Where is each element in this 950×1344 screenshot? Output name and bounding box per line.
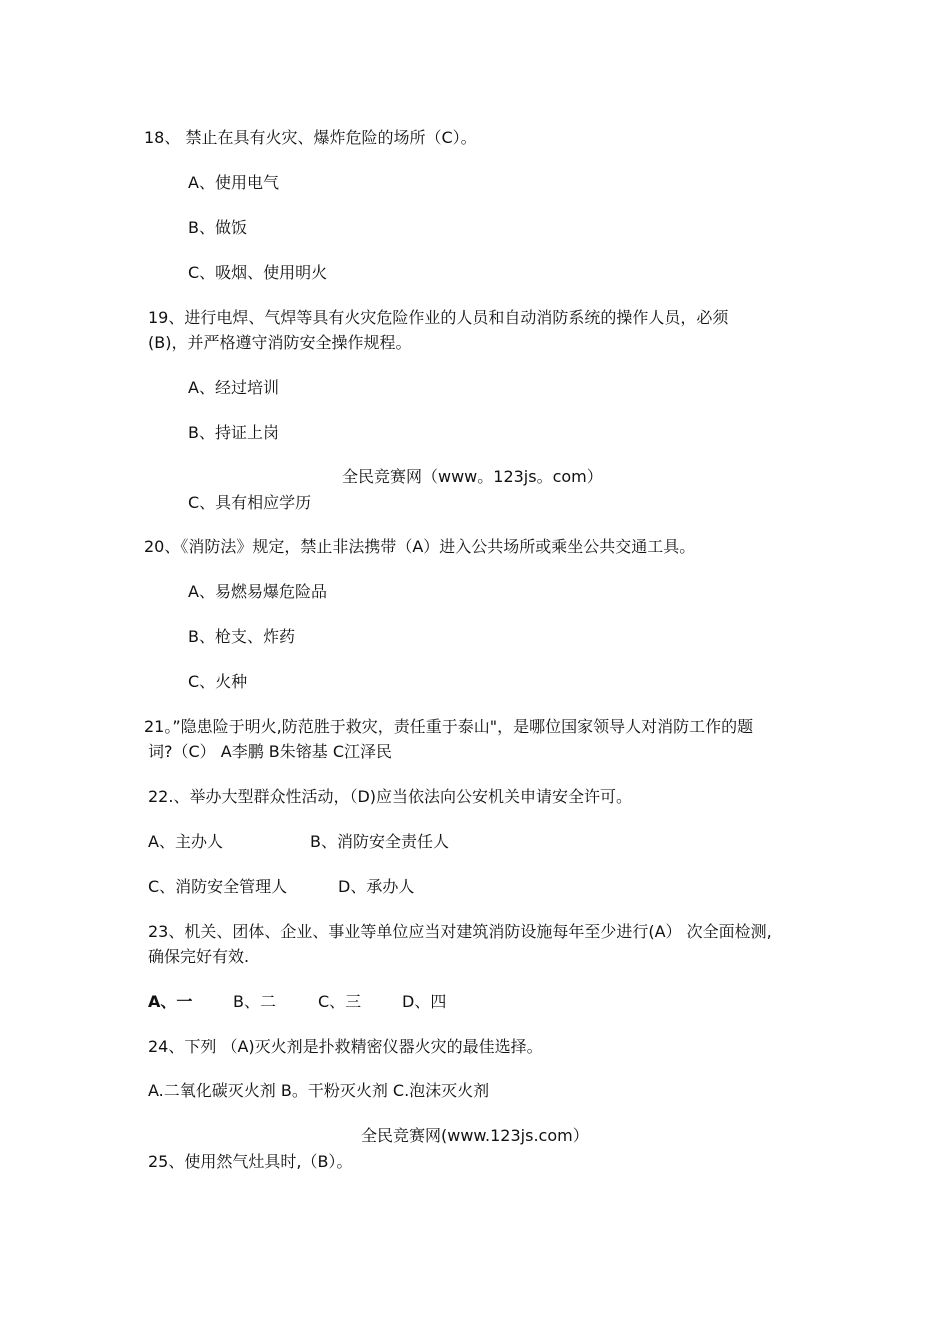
q21-stem-line1: 21。”隐患险于明火,防范胜于救灾，责任重于泰山"，是哪位国家领导人对消防工作的题 (144, 717, 754, 736)
q18-option-a: A、使用电气 (188, 173, 279, 192)
q20-stem: 20、《消防法》规定，禁止非法携带（A）进入公共场所或乘坐公共交通工具。 (144, 537, 696, 556)
q19-option-c: C、具有相应学历 (188, 493, 312, 512)
q23-option-b: B、二 (233, 992, 276, 1011)
q24-stem: 24、下列 （A)灭火剂是扑救精密仪器火灾的最佳选择。 (148, 1037, 543, 1056)
q19-stem-line2: (B)，并严格遵守消防安全操作规程。 (148, 333, 412, 352)
q25-stem: 25、使用然气灶具时,（B）。 (148, 1152, 353, 1171)
q22-option-a: A、主办人 (148, 832, 223, 851)
q22-option-c: C、消防安全管理人 (148, 877, 288, 896)
q19-option-a: A、经过培训 (188, 378, 279, 397)
q22-stem: 22.、举办大型群众性活动，（D)应当依法向公安机关申请安全许可。 (148, 787, 633, 806)
q24-options: A.二氧化碳灭火剂 B。干粉灭火剂 C.泡沫灭火剂 (148, 1081, 490, 1100)
q21-stem-line2: 词?（C） A李鹏 B朱镕基 C江泽民 (148, 742, 393, 761)
q19-stem-line1: 19、进行电焊、气焊等具有火灾危险作业的人员和自动消防系统的操作人员，必须 (148, 308, 729, 327)
q20-option-a: A、易燃易爆危险品 (188, 582, 327, 601)
q22-option-d: D、承办人 (338, 877, 415, 896)
q18-option-b: B、做饭 (188, 218, 247, 237)
q19-option-b: B、持证上岗 (188, 423, 279, 442)
q23-option-c: C、三 (318, 992, 362, 1011)
q18-option-c: C、吸烟、使用明火 (188, 263, 328, 282)
q20-option-b: B、枪支、炸药 (188, 627, 295, 646)
q23-stem-line1: 23、机关、团体、企业、事业等单位应当对建筑消防设施每年至少进行(A） 次全面检测, (148, 922, 772, 941)
q22-option-b: B、消防安全责任人 (310, 832, 449, 851)
q23-option-a: A、一 (148, 992, 193, 1011)
watermark-footer-1: 全民竞赛网（www。123js。com） (342, 467, 603, 486)
q18-stem: 18、 禁止在具有火灾、爆炸危险的场所（C）。 (144, 128, 477, 147)
q23-option-d: D、四 (402, 992, 447, 1011)
q20-option-c: C、火种 (188, 672, 248, 691)
q23-stem-line2: 确保完好有效. (148, 947, 250, 966)
watermark-footer-2: 全民竞赛网(www.123js.com） (361, 1126, 589, 1145)
